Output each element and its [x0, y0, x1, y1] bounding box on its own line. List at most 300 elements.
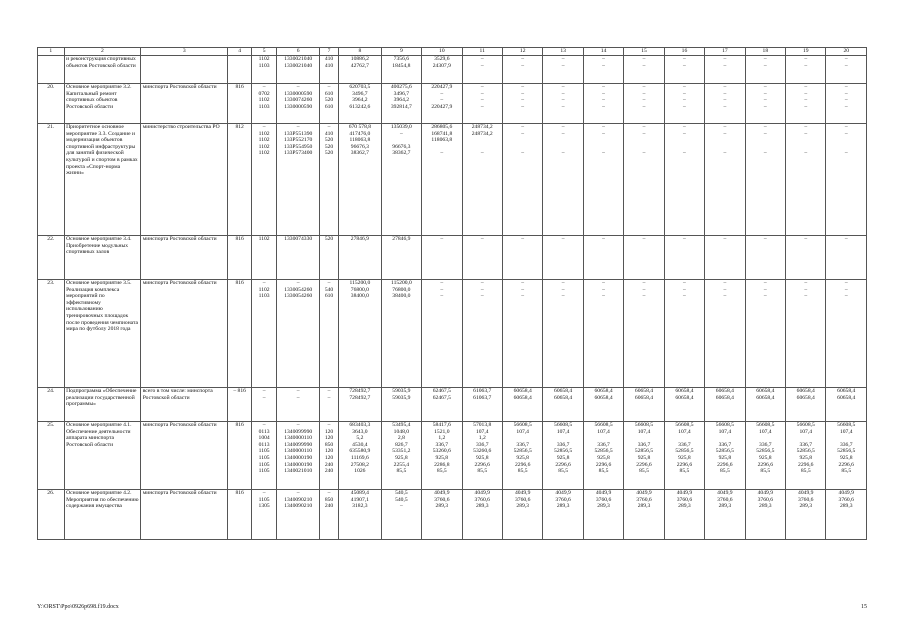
value-line: 1102 — [258, 130, 270, 137]
value-line: 1102 — [258, 286, 270, 293]
value-line: – — [561, 97, 565, 104]
value-line: 1102 — [258, 137, 270, 144]
value-line: – — [642, 150, 646, 157]
value-line: – — [804, 90, 808, 97]
value-line: 107,4 — [637, 428, 651, 435]
value-line: – — [521, 90, 525, 97]
value-cell — [251, 490, 277, 540]
value-cell — [664, 422, 704, 490]
value-line: 41907,1 — [350, 496, 369, 503]
value-line: 1048,0 — [393, 428, 410, 435]
value-line: 3760,6 — [757, 496, 773, 503]
column-number-10: 10 — [422, 48, 462, 56]
value-cell — [422, 56, 462, 84]
value-line: 60658,4 — [554, 394, 573, 401]
value-cell — [277, 56, 320, 84]
value-cell — [583, 388, 623, 422]
value-line: 85,5 — [436, 468, 447, 475]
value-line — [424, 144, 460, 151]
value-line: 18454,8 — [392, 62, 411, 69]
value-line: 1004 — [258, 435, 270, 442]
value-line: – — [683, 97, 686, 104]
value-line: – — [642, 97, 646, 104]
value-line: 85,5 — [841, 468, 852, 475]
value-line: – — [327, 124, 331, 130]
value-line: – — [642, 130, 646, 137]
value-line: 289,3 — [759, 503, 772, 510]
value-line: 220427,9 — [431, 84, 453, 90]
value-line: 27846,9 — [350, 236, 369, 242]
value-line: – — [296, 422, 300, 428]
value-cell — [705, 56, 745, 84]
value-line: 85,5 — [558, 468, 569, 475]
value-line: 683403,3 — [349, 422, 371, 428]
value-cell — [664, 124, 704, 236]
value-line: 85,5 — [760, 468, 771, 475]
value-line: – — [262, 422, 266, 428]
value-line: – — [844, 150, 848, 157]
value-cell — [543, 280, 583, 388]
value-line: 3760,6 — [555, 496, 571, 503]
value-line: – — [723, 130, 727, 137]
value-line: 1330074330 — [284, 236, 313, 242]
value-cell — [502, 56, 542, 84]
value-line: 1103 — [258, 62, 270, 69]
value-cell — [583, 236, 623, 280]
value-line: 107,4 — [839, 428, 853, 435]
value-line: 1340090210 — [284, 496, 313, 503]
value-line: 336,7 — [839, 441, 853, 448]
value-line: 38400,0 — [350, 293, 369, 300]
value-line: – — [561, 62, 565, 69]
value-line: 56608,5 — [756, 422, 775, 428]
value-line: – — [480, 236, 484, 242]
value-line: 610 — [324, 103, 334, 110]
value-line — [828, 435, 865, 442]
value-line: 60658,4 — [837, 394, 856, 401]
value-line: 118063,8 — [431, 137, 453, 144]
value-line: 240 — [324, 461, 334, 468]
value-line — [545, 144, 581, 151]
grbs-code — [228, 56, 251, 84]
value-line: 76800,0 — [350, 286, 369, 293]
value-line: – — [642, 286, 646, 293]
value-line: 4049,9 — [636, 490, 652, 496]
value-line: – — [844, 280, 848, 286]
value-line: 1340000110 — [284, 435, 313, 442]
value-cell — [339, 84, 382, 124]
value-line: 56608,5 — [513, 422, 532, 428]
value-line: – — [521, 124, 525, 130]
value-line — [545, 435, 581, 442]
program-name: Подпрограмма «Обеспечение реализации государственной программы» — [64, 388, 141, 422]
grbs-code: 816 — [228, 236, 251, 280]
value-line — [383, 137, 419, 144]
value-cell — [319, 490, 338, 540]
value-line: 56608,5 — [594, 422, 613, 428]
program-name: Основное мероприятие 3.5. Реализация комплекса мероприятий по эффективному использованию тренировочных площадок после проведения чемпионата мира по футболу 2018 года — [64, 280, 141, 388]
value-cell — [705, 280, 745, 388]
value-line: 925,8 — [637, 454, 651, 461]
column-number-14: 14 — [583, 48, 623, 56]
value-line: – — [844, 236, 848, 242]
value-line: 1340090210 — [284, 503, 313, 510]
program-name: и реконструкция спортивных объектов Ростовской области — [64, 56, 141, 84]
value-line: 925,8 — [556, 454, 570, 461]
value-line: 925,8 — [839, 454, 853, 461]
value-line: 52856,5 — [715, 448, 734, 455]
budget-table-sheet — [37, 47, 867, 540]
value-line: 120 — [324, 428, 334, 435]
value-cell — [381, 124, 421, 236]
value-line: 620703,5 — [349, 84, 371, 90]
value-line: – — [602, 130, 605, 137]
value-line — [545, 137, 581, 144]
value-line: 520 — [324, 143, 334, 150]
value-line: – — [723, 103, 727, 110]
value-line: 540 — [324, 286, 334, 293]
value-line: 728492,7 — [349, 388, 371, 394]
value-cell — [624, 422, 664, 490]
value-line: 38400,0 — [392, 293, 411, 300]
value-line: 2296,6 — [757, 461, 773, 468]
value-line: 107,4 — [597, 428, 610, 435]
value-line: 62467,5 — [432, 394, 451, 401]
value-line: – — [804, 293, 808, 300]
value-line: – — [804, 130, 808, 137]
value-line: 56608,5 — [634, 422, 654, 428]
value-line: – — [804, 286, 808, 293]
value-line: – — [763, 130, 767, 137]
value-cell — [826, 490, 867, 540]
value-cell — [381, 490, 421, 540]
value-line: – — [683, 286, 686, 293]
value-cell — [319, 84, 338, 124]
grbs-code: 816 — [228, 422, 251, 490]
value-line: – — [683, 90, 686, 97]
executor: минспорта Ростовской области — [141, 280, 228, 388]
value-line: – — [327, 422, 331, 428]
value-line: – — [480, 286, 484, 293]
value-line: – — [804, 280, 808, 286]
value-line: 53351,2 — [392, 448, 411, 455]
value-line: 3643,0 — [352, 428, 368, 435]
value-line: – — [399, 503, 403, 510]
value-line: – — [844, 90, 848, 97]
value-line — [585, 144, 621, 151]
value-line: 520 — [324, 150, 334, 157]
grbs-code: 816 — [228, 490, 251, 540]
value-cell — [502, 388, 542, 422]
value-cell — [624, 280, 664, 388]
value-line: 336,7 — [799, 441, 813, 448]
value-line: – — [723, 97, 727, 104]
value-line: – — [723, 150, 727, 157]
value-line: 56608,5 — [715, 422, 734, 428]
value-line: 4049,9 — [514, 490, 531, 496]
row-number: 20. — [38, 84, 65, 124]
value-line: – — [844, 293, 848, 300]
value-line — [504, 144, 540, 151]
value-line: 2286,8 — [434, 461, 450, 468]
value-line — [504, 435, 540, 442]
value-line: 3529,6 — [434, 56, 450, 62]
value-line: 0702 — [258, 90, 270, 97]
value-cell — [664, 84, 704, 124]
value-line: 3760,6 — [676, 496, 693, 503]
value-line: 610 — [324, 90, 334, 97]
value-line: 107,4 — [516, 428, 529, 435]
value-cell — [745, 236, 785, 280]
value-line: 289,3 — [556, 503, 570, 510]
value-line: – — [262, 84, 266, 90]
value-line: – — [763, 286, 767, 293]
value-line: – — [763, 56, 767, 62]
value-line: – — [521, 84, 525, 90]
value-cell — [786, 124, 826, 236]
value-cell — [543, 124, 583, 236]
value-line: – — [440, 97, 444, 104]
value-line: 59035,9 — [392, 394, 411, 401]
value-cell — [826, 124, 867, 236]
value-line: – — [763, 103, 767, 110]
value-line: – — [521, 103, 525, 110]
value-line: 4049,9 — [474, 490, 490, 496]
value-line — [626, 144, 662, 151]
value-line: 24307,9 — [432, 62, 451, 69]
value-line: – — [844, 130, 848, 137]
value-cell — [624, 56, 664, 84]
value-line: – — [642, 62, 646, 69]
value-cell — [624, 388, 664, 422]
value-cell — [251, 84, 277, 124]
value-line: 3760,6 — [514, 496, 531, 503]
value-line: 289,3 — [718, 503, 732, 510]
value-line: 1340000110 — [284, 448, 313, 455]
value-line: 120 — [324, 454, 334, 461]
value-line: 2296,6 — [838, 461, 854, 468]
value-line: 27846,9 — [392, 236, 411, 242]
value-line: 1102 — [258, 56, 270, 62]
value-line: 289,3 — [637, 503, 651, 510]
column-number-16: 16 — [664, 48, 704, 56]
value-line: 4049,9 — [838, 490, 854, 496]
value-line: 289,3 — [597, 503, 610, 510]
value-cell — [339, 124, 382, 236]
value-cell — [583, 124, 623, 236]
value-line: 1330000590 — [284, 103, 313, 110]
program-name: Основное мероприятие 3.4. Приобретение модульных спортивных залов — [64, 236, 141, 280]
value-line: 1102 — [258, 97, 270, 104]
row-number: 22. — [38, 236, 65, 280]
value-line: 410 — [324, 62, 334, 69]
value-line — [666, 435, 702, 442]
value-cell — [705, 124, 745, 236]
value-line: – — [480, 56, 484, 62]
value-line: – — [804, 62, 808, 69]
value-cell — [583, 280, 623, 388]
value-line: 248734,2 — [471, 130, 493, 137]
value-line: 118063,8 — [349, 137, 371, 144]
table-row — [38, 124, 867, 236]
value-line: 4049,9 — [595, 490, 612, 496]
budget-table — [37, 47, 867, 540]
value-line: – — [683, 236, 686, 242]
value-line: 4049,9 — [717, 490, 733, 496]
value-cell — [705, 388, 745, 422]
value-line: 1102 — [258, 236, 270, 242]
value-line: 826,7 — [395, 441, 408, 448]
value-line: – — [723, 286, 727, 293]
column-number-8: 8 — [339, 48, 382, 56]
value-line: – — [602, 124, 605, 130]
value-line — [828, 137, 865, 144]
value-cell — [786, 236, 826, 280]
value-line: 1305 — [258, 503, 270, 510]
value-line: – — [440, 236, 444, 242]
value-cell — [462, 124, 502, 236]
value-line: 3760,6 — [595, 496, 612, 503]
value-cell — [277, 124, 320, 236]
value-line: 1105 — [258, 496, 270, 503]
value-line: 85,5 — [639, 468, 649, 475]
value-line — [747, 435, 783, 442]
value-line: 3760,6 — [838, 496, 854, 503]
value-line: 2296,6 — [676, 461, 693, 468]
value-line: – — [296, 394, 300, 401]
value-cell — [422, 236, 462, 280]
value-line: 1026 — [354, 468, 366, 475]
value-line: – — [480, 84, 484, 90]
value-line: 1105 — [258, 468, 270, 475]
value-line: 60658,4 — [594, 388, 613, 394]
value-line: – — [561, 84, 565, 90]
value-line: 336,7 — [556, 441, 570, 448]
value-cell — [462, 56, 502, 84]
program-name: Основное мероприятие 4.1. Обеспечение деятельности аппарата минспорта Ростовской области — [64, 422, 141, 490]
value-line: – — [642, 280, 646, 286]
value-line: – — [683, 103, 686, 110]
value-line: – — [763, 90, 767, 97]
value-line: – — [262, 280, 266, 286]
value-cell — [826, 236, 867, 280]
value-line: 60658,4 — [594, 394, 613, 401]
value-cell — [422, 490, 462, 540]
value-line: 52856,5 — [675, 448, 694, 455]
value-cell — [745, 84, 785, 124]
value-line: – — [804, 56, 808, 62]
value-line: 728492,7 — [349, 394, 371, 401]
value-cell — [664, 56, 704, 84]
value-cell — [664, 236, 704, 280]
value-cell — [462, 490, 502, 540]
value-line: 135039,0 — [390, 124, 412, 130]
value-line: 400275,6 — [390, 84, 412, 90]
value-line: 107,4 — [759, 428, 772, 435]
value-line: 52856,5 — [796, 448, 815, 455]
value-cell — [502, 236, 542, 280]
value-cell — [319, 236, 338, 280]
value-line: 96676,3 — [392, 143, 411, 150]
value-cell — [381, 388, 421, 422]
value-line: 3760,6 — [434, 496, 450, 503]
value-line: – — [763, 280, 767, 286]
value-cell — [583, 422, 623, 490]
value-line: 133P552170 — [284, 137, 313, 144]
value-line: – — [804, 150, 808, 157]
value-line: 1105 — [258, 454, 270, 461]
value-line: 60658,4 — [796, 388, 815, 394]
value-line: 120 — [324, 448, 334, 455]
value-cell — [422, 422, 462, 490]
value-cell — [319, 388, 338, 422]
value-line: 60658,4 — [513, 394, 532, 401]
column-number-19: 19 — [786, 48, 826, 56]
value-cell — [786, 280, 826, 388]
value-line: – — [296, 124, 300, 130]
value-line: 1330054260 — [284, 293, 313, 300]
value-line: 27508,2 — [350, 461, 369, 468]
value-cell — [705, 422, 745, 490]
value-line: – — [521, 280, 525, 286]
value-line: 1340021010 — [284, 468, 313, 475]
value-line: 336,7 — [475, 441, 489, 448]
value-line — [788, 137, 824, 144]
value-cell — [277, 490, 320, 540]
value-line: – — [723, 280, 727, 286]
value-line: 850 — [324, 441, 334, 448]
value-line: 53260,6 — [473, 448, 492, 455]
value-line: – — [804, 103, 808, 110]
value-line: 2296,6 — [798, 461, 814, 468]
value-line: 115200,0 — [390, 280, 412, 286]
value-cell — [583, 56, 623, 84]
value-line: 1340000190 — [284, 454, 313, 461]
value-line: – — [602, 62, 605, 69]
value-line: – — [327, 490, 331, 496]
value-line: – — [602, 56, 605, 62]
value-line: – — [327, 394, 331, 401]
value-line: – — [480, 103, 484, 110]
value-line: 850 — [324, 496, 334, 503]
value-line: – — [723, 62, 727, 69]
value-line: 2255,4 — [393, 461, 410, 468]
value-line: 57013,8 — [473, 422, 492, 428]
value-line: – — [683, 56, 686, 62]
column-number-9: 9 — [381, 48, 421, 56]
value-cell — [583, 84, 623, 124]
value-line: 56608,5 — [554, 422, 573, 428]
value-line: 168741,8 — [431, 130, 453, 137]
value-line: 925,8 — [516, 454, 529, 461]
value-line: 2296,6 — [636, 461, 652, 468]
value-line: 336,7 — [718, 441, 732, 448]
value-cell — [381, 236, 421, 280]
value-line: 286805,6 — [431, 124, 453, 130]
table-row — [38, 388, 867, 422]
grbs-code: 812 — [228, 124, 251, 236]
value-line: 925,8 — [597, 454, 610, 461]
value-line: 107,4 — [678, 428, 691, 435]
value-line: 56608,5 — [675, 422, 694, 428]
value-line: – — [296, 280, 300, 286]
value-cell — [624, 124, 664, 236]
value-line — [788, 435, 824, 442]
value-line: 52856,5 — [554, 448, 573, 455]
executor: министерство строительства РО — [141, 124, 228, 236]
value-line: – — [683, 130, 686, 137]
value-cell — [826, 388, 867, 422]
